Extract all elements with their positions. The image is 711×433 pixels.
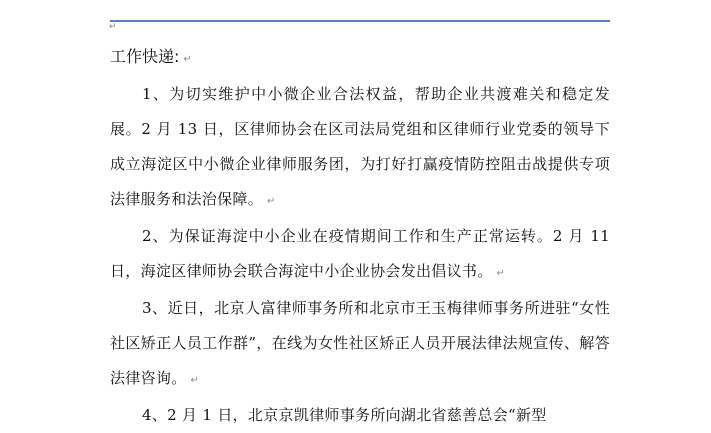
paragraph-mark-icon: ↵ [190,375,200,386]
header-rule [110,20,610,22]
heading-text: 工作快递: [110,47,180,66]
paragraph-mark-icon: ↵ [183,54,192,65]
paragraph-4: 4、2 月 1 日，北京京凯律师事务所向湖北省慈善总会“新型 [142,406,547,424]
paragraph-3: 3、近日，北京人富律师事务所和北京市王玉梅律师事务所进驻“女性社区矫正人员工作群”，在线为女性社区矫正人员开展法律法规宣传、解答法律咨询。 ↵ [110,299,610,387]
paragraph-mark-icon: ↵ [109,22,117,32]
section-heading [110,44,610,73]
paragraph-1: 1、为切实维护中小微企业合法权益，帮助企业共渡难关和稳定发展。2 月 13 日，区律师协会在区司法局党组和区律师行业党委的领导下成立海淀区中小微企业律师服务团，为打好打赢疫情防控阻击战提供专项法律服务和法治保障。 ↵ [110,85,610,208]
paragraph-2: 2、为保证海淀中小企业在疫情期间工作和生产正常运转。2 月 11 日，海淀区律师协会联合海淀中小企业协会发出倡议书。 ↵ [110,227,610,280]
paragraph-mark-icon: ↵ [267,196,276,207]
paragraph-mark-icon: ↵ [496,268,506,279]
document-body[interactable] [110,44,610,433]
